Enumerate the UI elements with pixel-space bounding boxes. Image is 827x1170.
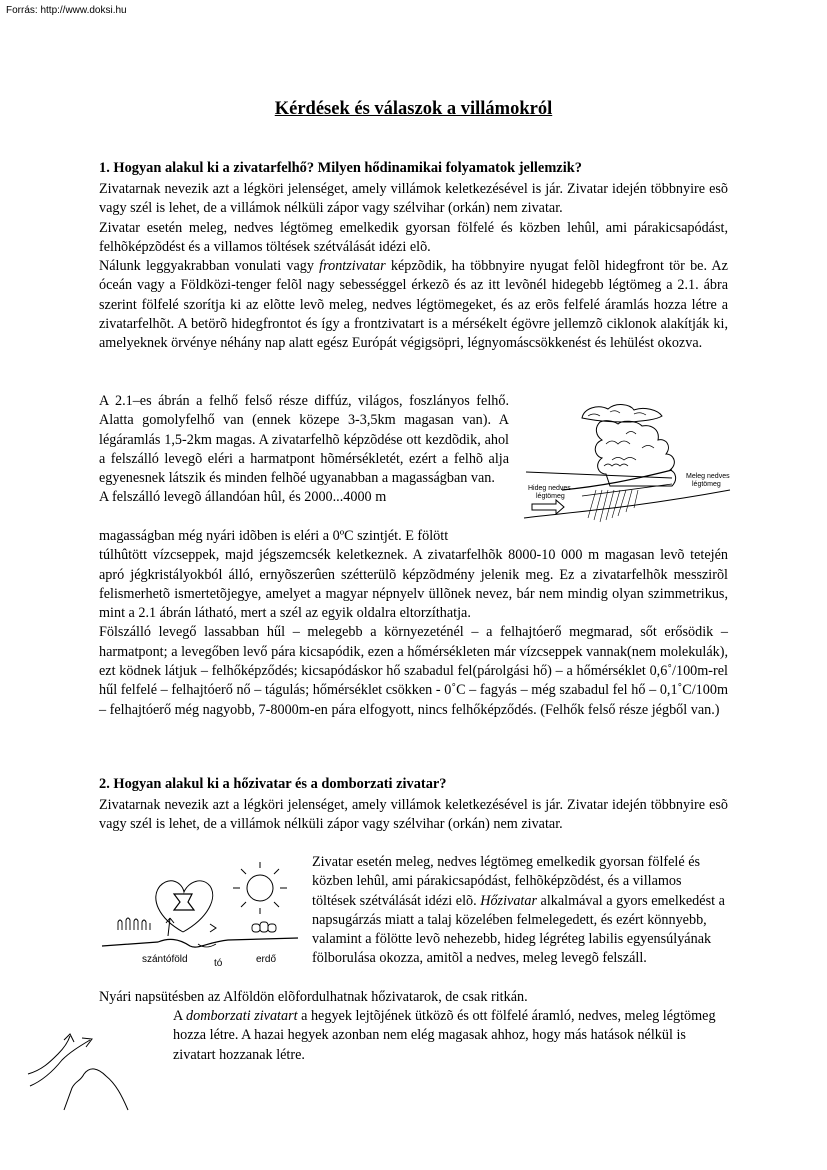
section-2-paragraph-3 bbox=[99, 988, 728, 1007]
section-1-heading: 1. Hogyan alakul ki a zivatarfelhő? Milyen hődinamikai folyamatok jellemzik? bbox=[99, 160, 582, 176]
section-2-paragraph-1 bbox=[99, 796, 728, 835]
orographic-wind-sketch bbox=[24, 1010, 174, 1110]
paragraph-5-line-1: A felszálló levegõ állandóan hûl, és 2000...4000 m bbox=[99, 489, 387, 506]
section-1-text-top bbox=[99, 180, 728, 354]
section-1-text-bottom bbox=[99, 527, 728, 720]
page-title: Kérdések és válaszok a villámokról bbox=[274, 99, 553, 119]
paragraph-4-rest: a hegyek lejtõjének ütközõ és ott fölfelé áramló, nedves, meleg légtömeg hozza létre. A hazai hegyek azonban nem elég magasak ahhoz, hogy más hatások nélkül is zivatart hozzanak létre. bbox=[173, 1008, 716, 1063]
paragraph-4-text: A 2.1–es ábrán a felhő felső része diffúz, világos, foszlányos felhő. Alatta gomolyfelhő van (ennek közepe 3-3,5km magasan van). A légáramlás 1,5-2km magas. A zivatarfelhõ képzõdése ott kezdõdik, ahol a felszálló levegõ eléri a harmatpont hõmérsékletét, ezért a felhõ alja egyenesnek látszik és minden felhõé ugyanabban a magasságban van. bbox=[99, 393, 509, 487]
paragraph-3-start: Nálunk leggyakrabban vonulati vagy bbox=[99, 258, 320, 275]
warm-air-label-2: légtömeg bbox=[692, 481, 721, 488]
section-2-paragraph-2-text bbox=[312, 853, 728, 969]
frontzivatar-term: frontzivatar bbox=[319, 258, 386, 275]
section-2-paragraph-3-text: Nyári napsütésben az Alföldön elõfordulhatnak hőzivatarok, de csak ritkán. bbox=[99, 989, 528, 1005]
paragraph-5-line-2: magasságban még nyári idõben is eléri a 0ºC szintjét. E fölött bbox=[99, 528, 449, 544]
forest-label: erdő bbox=[256, 954, 277, 965]
section-2-paragraph-4-text bbox=[173, 1007, 728, 1065]
hozivatar-term: Hőzivatar bbox=[480, 892, 537, 909]
paragraph-2-start: Zivatar esetén meleg, nedves légtömeg emelkedik gyorsan fölfelé és közben lehûl, ami párakicsapódást, felhõképzõdést, és a villamos töltések szétválását idézi elõ. bbox=[312, 854, 701, 909]
section-2-paragraph-4 bbox=[173, 1007, 728, 1065]
heat-thunderstorm-sketch bbox=[98, 858, 308, 970]
cold-air-label-2: légtömeg bbox=[536, 493, 565, 500]
section-1-paragraph-3 bbox=[99, 257, 728, 353]
paragraph-2-rest: alkalmával a gyors emelkedést a napsugárzás miatt a talaj közelében felmelegedett, és ezért könnyebb, valamint a fölötte levõ nehezebb, hideg légréteg labilis egyensúlyának fölborulása okozza, amitõl a nedves, meleg levegõ felszáll. bbox=[312, 892, 725, 967]
cold-air-label-1: Hideg nedves bbox=[528, 485, 571, 492]
section-2-paragraph-1-text: Zivatarnak nevezik azt a légköri jelenséget, amely villámok keletkezésével is jár. Zivatar idején többnyire esõ vagy szél is lehet, de a villámok nélküli zápor vagy szélvihar (orkán) nem zivatar. bbox=[99, 797, 728, 833]
section-1-paragraph-2: Zivatar esetén meleg, nedves légtömeg emelkedik gyorsan fölfelé és közben lehûl, ami párakicsapódást, felhõképzõdést és a villamos töltések szétválását idézi elõ. bbox=[99, 219, 728, 255]
domborzati-term: domborzati zivatart bbox=[186, 1008, 298, 1024]
lake-label: tó bbox=[214, 958, 223, 969]
paragraph-4-start: A bbox=[173, 1008, 187, 1024]
section-1-paragraph-4 bbox=[99, 392, 509, 508]
section-1-paragraph-1: Zivatarnak nevezik azt a légköri jelenséget, amely villámok keletkezésével is jár. Zivatar idején többnyire esõ vagy szél is lehet, de a villámok nélküli zápor vagy szélvihar (orkán) nem zivatar. bbox=[99, 181, 728, 217]
section-2-heading: 2. Hogyan alakul ki a hőzivatar és a domborzati zivatar? bbox=[99, 776, 447, 792]
warm-air-label-1: Meleg nedves bbox=[686, 473, 730, 480]
paragraph-5-rest: túlhûtött vízcseppek, majd jégszemcsék keletkeznek. A zivatarfelhõk 8000-10 000 m magasan levõ tetején apró jégkristályokból álló, ernyõszerûen szétterülõ képzõdmény jelenik meg. Ez a zivatarfelhõk messzirõl felismerhetõ ismertetõjegye, amelyet a magyar népnyelv üllõnek nevez, bár nem mindig olyan szimmetrikus, mint a 2.1 ábrán látható, mert a szél az egyik oldalra eltorzíthatja. bbox=[99, 547, 728, 622]
cumulonimbus-front-figure bbox=[522, 400, 732, 532]
section-2-paragraph-2 bbox=[312, 853, 728, 969]
field-label: szántóföld bbox=[142, 954, 188, 965]
section-1-paragraph-6: Fölszálló levegő lassabban hűl – melegebb a környezeténél – a felhajtóerő megmarad, sőt erősödik – harmatpont; a levegőben levő pára kicsapódik, ezen a hőmérsékleten már vízcseppek vannak(nem molekulák), ezt ködnek látjuk – felhőképződés; kicsapódáskor hő szabadul fel(párolgási hő) – a hőmérséklet 0,6˚/100m-rel hűl felfelé – felhajtóerő nő – tágulás; hőmérséklet csökken - 0˚C – fagyás – még szabadul fel hő – 0,1˚C/100m – felhajtóerő még nagyobb, 7-8000m-en pára elfogyott, nincs felhőképződés. (Felhők felső része jégből van.) bbox=[99, 624, 728, 718]
paragraph-3-rest: képzõdik, ha többnyire nyugat felõl hidegfront tör be. Az óceán vagy a Földközi-tenger felõl nagy sebességgel érkezõ és az itt levõnél hidegebb légtömeg a 2.1. ábra szerint fölfelé szorítja ki az elõtte levõ meleg, nedves légtömegeket, és az erõs felfelé áramlás hozza létre a zivatarfelhõt. A betörõ hidegfrontot és így a frontzivatart is a mérsékelt égövre jellemzõ ciklonok alakítják ki, amelyeknek örvénye néhány nap alatt egész Európát végigsöpri, légnyomáscsökkenést és lehülést okozva. bbox=[99, 258, 728, 352]
source-label: Forrás: http://www.doksi.hu bbox=[6, 5, 127, 16]
